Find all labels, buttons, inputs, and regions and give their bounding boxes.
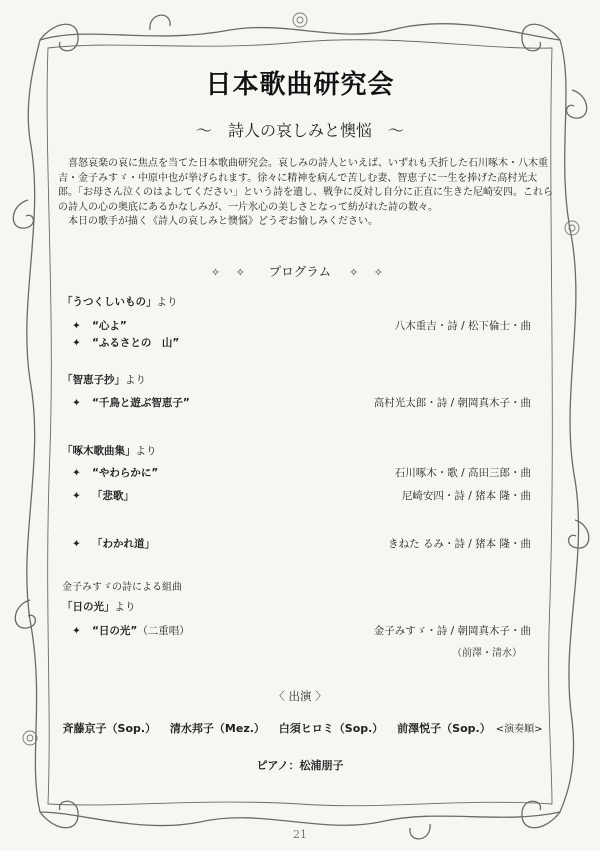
song-title: “千鳥と遊ぶ智恵子” xyxy=(92,397,190,409)
performer-name: 前澤悦子（Sop.） xyxy=(397,722,491,735)
star-icon: ✦ xyxy=(72,467,81,479)
program-heading-label: プログラム xyxy=(268,264,332,279)
program-heading xyxy=(0,262,600,280)
intro-text xyxy=(58,157,556,230)
star-icon: ✦ xyxy=(72,538,81,550)
page-title: 日本歌曲研究会 xyxy=(205,70,395,100)
program-item xyxy=(72,623,190,638)
program-item xyxy=(72,395,190,410)
intro-paragraph: 本日の歌手が描く《詩人の哀しみと懊悩》どうぞお愉しみください。 xyxy=(68,216,378,228)
group-suffix: より xyxy=(125,374,146,386)
group-suffix: より xyxy=(135,445,157,457)
group-title: 「うつくしいもの」 xyxy=(62,296,157,308)
program-item xyxy=(72,465,158,480)
song-title: 「悲歌」 xyxy=(92,490,134,502)
program-group xyxy=(62,294,178,309)
song-title: “ふるさとの 山” xyxy=(92,337,180,349)
group-suffix: より xyxy=(114,601,136,613)
page-number: 21 xyxy=(293,828,307,841)
program-group xyxy=(62,443,157,458)
ornament-icon: ✧ ✧ xyxy=(349,266,390,279)
song-credit: きねた るみ・詩 / 猪本 隆・曲 xyxy=(388,538,531,550)
program-item xyxy=(72,488,134,503)
song-credit: 八木重吉・詩 / 松下倫士・曲 xyxy=(394,320,531,332)
star-icon: ✦ xyxy=(72,397,81,409)
star-icon: ✦ xyxy=(72,625,81,637)
performer-name: 斉藤京子（Sop.） xyxy=(62,722,157,735)
song-note: （前澤・清水） xyxy=(452,648,522,659)
song-credit: 石川啄木・歌 / 高田三郎・曲 xyxy=(394,467,531,479)
group-suffix: より xyxy=(156,296,178,308)
song-credit: 高村光太郎・詩 / 朝岡真木子・曲 xyxy=(373,397,531,409)
song-title: “心よ” xyxy=(92,320,127,332)
group-title: 「啄木歌曲集」 xyxy=(62,445,136,457)
performers-heading: 〈 出演 〉 xyxy=(273,689,327,703)
intro-paragraph: 喜怒哀楽の哀に焦点を当てた日本歌曲研究会。哀しみの詩人といえば、いずれも夭折した石川啄木・八木重吉・金子みすゞ・中原中也が挙げられます。徐々に精神を病んで苦しむ妻、智恵子に一生を捧げた高村光太郎。「お母さん泣くのはよしてください」という詩を遺し、戦争に反対し自分に正直に生きた尼崎安四。これらの詩人の心の奥底にあるかなしみが、一片氷心の美しさとなって紡がれた詩の数々。 xyxy=(58,158,553,213)
star-icon: ✦ xyxy=(72,490,81,502)
page-subtitle: ～ 詩人の哀しみと懊悩 ～ xyxy=(195,121,404,140)
program-item xyxy=(72,536,155,551)
song-credit: 金子みすゞ・詩 / 朝岡真木子・曲 xyxy=(373,625,531,637)
suite-note: 金子みすゞの詩による組曲 xyxy=(62,582,182,593)
group-title: 「智恵子抄」 xyxy=(62,374,125,386)
program-group xyxy=(62,599,136,614)
program-item xyxy=(72,335,179,350)
performer-name: 白須ヒロミ（Sop.） xyxy=(278,722,384,735)
program-item xyxy=(72,318,127,333)
song-title: “日の光” xyxy=(92,625,138,637)
song-credit: 尼崎安四・詩 / 猪本 隆・曲 xyxy=(401,490,531,502)
performer-name: 清水邦子（Mez.） xyxy=(169,722,265,735)
song-title: 「わかれ道」 xyxy=(92,538,155,550)
program-group xyxy=(62,372,146,387)
group-title: 「日の光」 xyxy=(62,601,115,613)
pianist: ピアノ：松浦朋子 xyxy=(256,759,344,772)
song-title: “やわらかに” xyxy=(92,467,159,479)
song-extra: （二重唱） xyxy=(137,625,190,637)
star-icon: ✦ xyxy=(72,337,81,349)
performers-list xyxy=(0,720,600,736)
star-icon: ✦ xyxy=(72,320,81,332)
ornament-icon: ✧ ✧ xyxy=(210,266,251,279)
order-note: <演奏順> xyxy=(495,724,543,735)
